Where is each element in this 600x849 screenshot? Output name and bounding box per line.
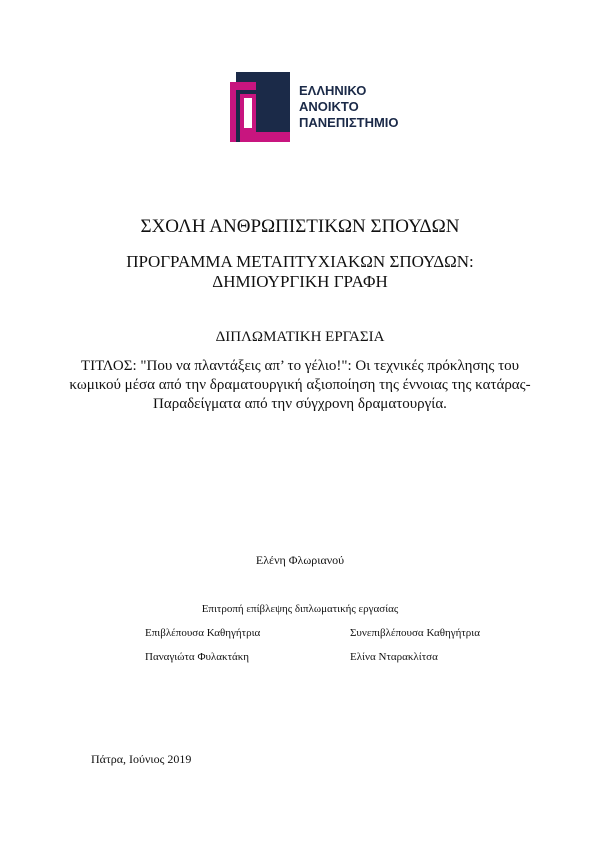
logo-line-1: ΕΛΛΗΝΙΚΟ	[299, 83, 367, 98]
logo-line-2: ΑΝΟΙΚΤΟ	[299, 99, 359, 114]
thesis-title: ΤΙΤΛΟΣ: "Που να πλαντάξεις απ’ το γέλιο!": Οι τεχνικές πρόκλησης του κωμικού μέσα από την δραματουργική αξιοποίηση της έννοιας της κατάρας- Παραδείγματα από την σύγχρονη δραματουργία.	[69, 358, 531, 412]
committee-heading: Επιτροπή επίβλεψης διπλωματικής εργασίας	[201, 603, 399, 615]
university-logo	[230, 72, 430, 142]
supervisor-name: Παναγιώτα Φυλακτάκη	[145, 651, 250, 663]
supervisor-role: Επιβλέπουσα Καθηγήτρια	[145, 627, 261, 639]
cosupervisor-name: Ελίνα Νταρακλίτσα	[350, 651, 438, 663]
document-type: ΔΙΠΛΩΜΑΤΙΚΗ ΕΡΓΑΣΙΑ	[215, 329, 385, 345]
program-name	[0, 252, 600, 292]
author-name: Ελένη Φλωριανού	[255, 553, 345, 567]
cosupervisor-role: Συνεπιβλέπουσα Καθηγήτρια	[350, 627, 481, 639]
logo-wordmark	[299, 83, 399, 131]
university-logo-icon	[230, 72, 294, 142]
program-line-2: ΔΗΜΙΟΥΡΓΙΚΗ ΓΡΑΦΗ	[212, 272, 388, 291]
program-line-1: ΠΡΟΓΡΑΜΜΑ ΜΕΤΑΠΤΥΧΙΑΚΩΝ ΣΠΟΥΔΩΝ:	[126, 252, 474, 271]
logo-line-3: ΠΑΝΕΠΙΣΤΗΜΙΟ	[299, 115, 399, 130]
school-name: ΣΧΟΛΗ ΑΝΘΡΩΠΙΣΤΙΚΩΝ ΣΠΟΥΔΩΝ	[140, 216, 460, 237]
place-date: Πάτρα, Ιούνιος 2019	[91, 752, 192, 766]
